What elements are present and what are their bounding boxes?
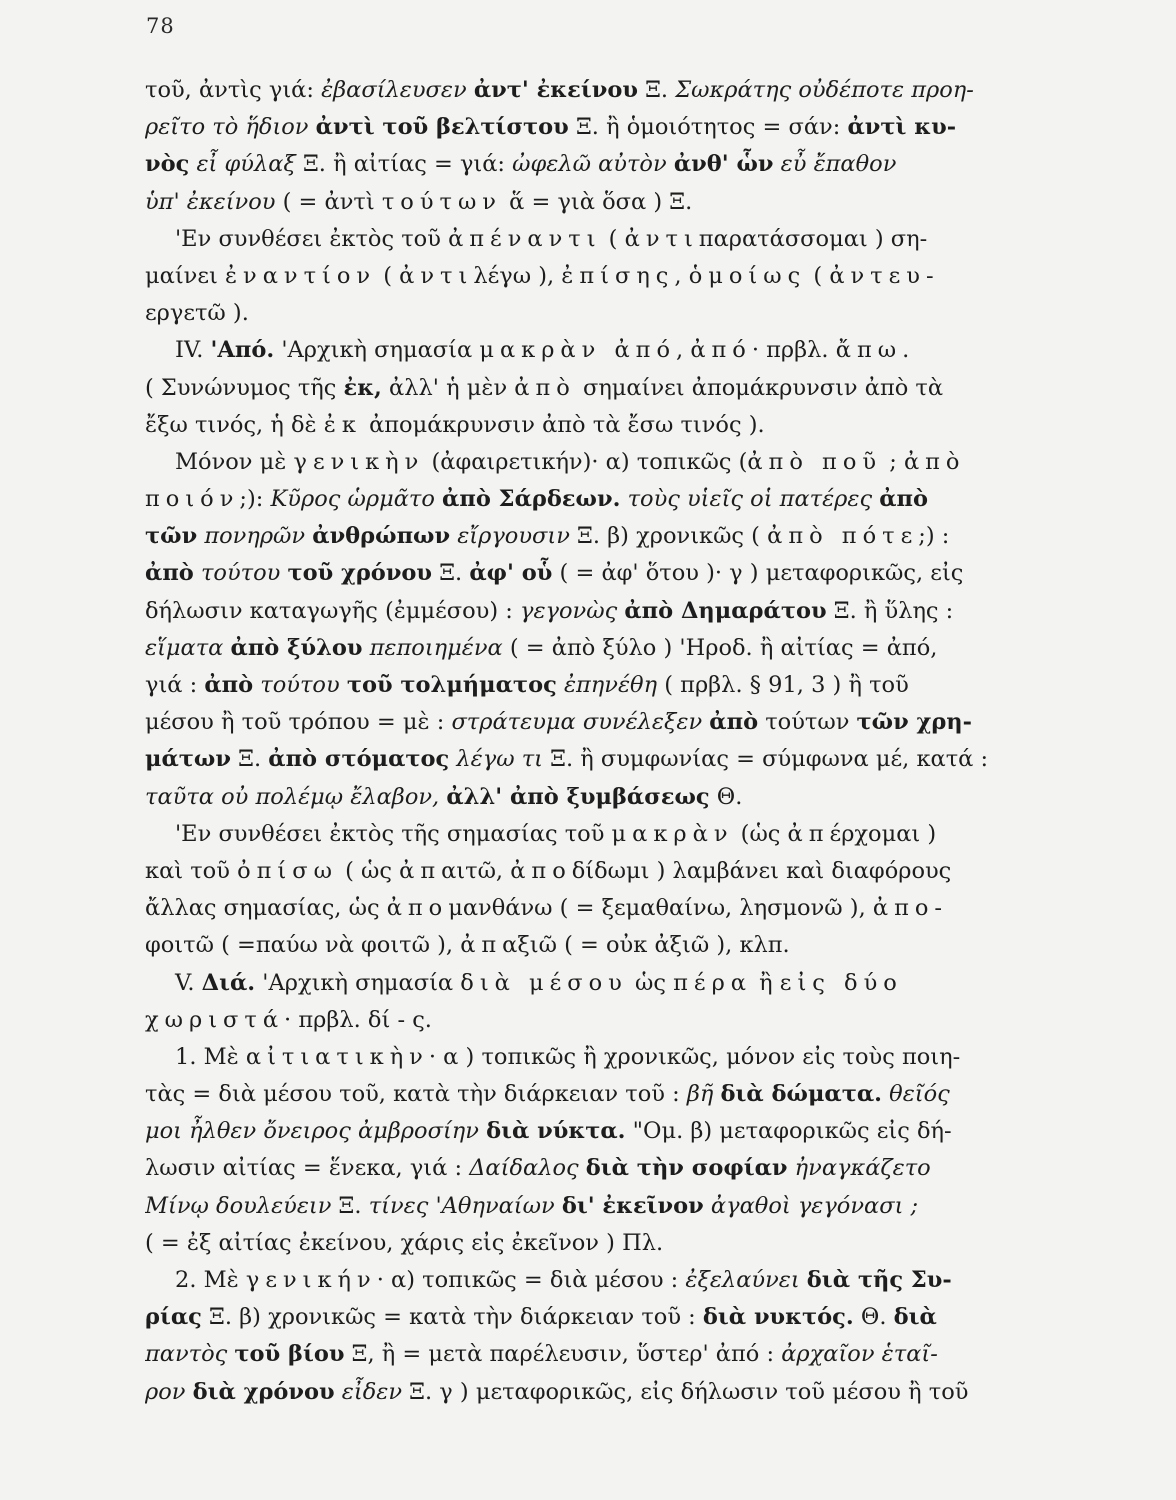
- text-line: [145, 146, 993, 183]
- text-segment: δι' ἐκεῖνον: [561, 1192, 704, 1219]
- text-segment: ἀπ: [460, 932, 503, 959]
- text-segment: (: [601, 225, 625, 252]
- text-line: [145, 1299, 993, 1336]
- text-segment: ἀντὶ τοῦ βελτίστου: [315, 114, 569, 141]
- text-line: [145, 816, 993, 853]
- text-segment: πεποιημένα: [362, 634, 503, 661]
- text-segment: ;: [882, 448, 904, 475]
- text-segment: αἰτιατικὴν: [245, 1043, 429, 1070]
- text-segment: τοὺς υἱεῖς οἱ πατέρες: [620, 486, 880, 513]
- text-line: [145, 258, 993, 295]
- text-segment: τῶν: [145, 523, 198, 550]
- text-line: [145, 518, 993, 555]
- text-segment: διὰ τῆς Συ-: [806, 1267, 952, 1293]
- text-segment: 'Εν συνθέσει ἐκτὸς τῆς σημασίας τοῦ: [175, 820, 612, 847]
- text-segment: Διά.: [201, 969, 256, 996]
- text-segment: ( πρβλ. § 91, 3 ) ἢ τοῦ: [657, 672, 909, 698]
- text-line: [145, 72, 993, 109]
- text-segment: διὰ: [893, 1304, 937, 1331]
- text-line: [145, 370, 993, 407]
- text-segment: 1. Μὲ: [175, 1043, 246, 1070]
- text-segment: μανθάνω ( = ξεμαθαίνω, λησμονῶ ),: [448, 895, 873, 922]
- text-segment: Ξ. γ ) μεταφορικῶς, εἰς δήλωσιν τοῦ μέσου ἢ τοῦ: [402, 1378, 969, 1405]
- text-segment: ἀπό: [690, 337, 752, 364]
- text-segment: Ξ.: [230, 746, 269, 773]
- text-segment: ἐπηνέθη: [556, 672, 658, 698]
- text-segment: · α ) τοπικῶς ἢ χρονικῶς, μόνον εἰς τοὺς ποιη-: [428, 1043, 961, 1070]
- text-segment: ἀπὸ Σάρδεων.: [442, 486, 621, 513]
- text-segment: ἢ: [752, 969, 780, 996]
- text-line: [145, 593, 993, 630]
- text-segment: τούτου: [193, 560, 288, 587]
- text-segment: ἐβασίλευσεν: [321, 77, 474, 103]
- text-segment: ἀπέναντι: [448, 225, 602, 252]
- text-segment: μέσου ἢ τοῦ τρόπου = μὲ :: [145, 709, 452, 736]
- text-segment: διὰ τὴν σοφίαν: [585, 1155, 788, 1182]
- text-segment: διὰ χρόνου: [192, 1378, 335, 1405]
- text-segment: Θ.: [709, 783, 743, 810]
- text-segment: Ξ. ἢ αἰτίας = γιά:: [295, 151, 513, 178]
- text-segment: (: [376, 262, 400, 289]
- text-segment: ἀντι: [399, 262, 474, 289]
- text-segment: ἀπὸ πότε: [767, 523, 919, 550]
- text-line: [145, 295, 993, 332]
- text-segment: τούτων: [381, 188, 502, 215]
- text-segment: ἀνθ' ὧν: [673, 151, 774, 178]
- text-segment: ἀπὸ: [145, 560, 194, 587]
- text-segment: εἶ φύλαξ: [189, 151, 296, 178]
- text-segment: 'Από.: [210, 337, 275, 364]
- text-segment: ;) :: [918, 523, 950, 550]
- text-segment: τούτων: [758, 709, 857, 736]
- text-segment: (ἀφαιρετικήν)· α) τοπικῶς (: [424, 448, 748, 475]
- text-segment: .: [902, 337, 910, 364]
- text-segment: Κῦρος ὡρμᾶτο: [270, 486, 443, 513]
- text-segment: ἔξω τινός, ἡ δὲ: [145, 411, 324, 438]
- text-segment: Ξ. ἢ συμφωνίας = σύμφωνα μέ, κατά :: [542, 746, 989, 773]
- text-segment: ἀπο-: [872, 895, 949, 922]
- text-segment: · α) τοπικῶς = διὰ μέσου :: [376, 1267, 686, 1293]
- text-segment: ἀπὸ: [204, 672, 254, 698]
- text-line: [145, 1076, 993, 1113]
- text-segment: "Ομ. β) μεταφορικῶς εἰς δή-: [625, 1118, 952, 1145]
- text-segment: λέγω τι: [449, 746, 543, 773]
- text-segment: 'Εν συνθέσει ἐκτὸς τοῦ: [175, 225, 449, 252]
- text-segment: μάτων: [145, 746, 231, 773]
- text-segment: λωσιν αἰτίας = ἕνεκα, γιά :: [145, 1155, 470, 1182]
- text-segment: ποιόν: [145, 486, 240, 513]
- text-segment: Δαίδαλος: [469, 1155, 586, 1182]
- text-segment: ἠναγκάζετο: [787, 1155, 931, 1182]
- text-segment: ἀφ' οὗ: [469, 560, 553, 587]
- text-segment: δίδωμι ) λαμβάνει καὶ διαφόρους: [571, 857, 952, 884]
- text-segment: (: [806, 262, 830, 289]
- text-segment: Σωκράτης οὐδέποτε προη-: [675, 77, 974, 103]
- text-segment: μακρὰν: [611, 820, 734, 847]
- text-line: [145, 407, 993, 444]
- page-number: 78: [146, 14, 175, 38]
- text-segment: τοῦ, ἀντὶς γιά:: [145, 77, 322, 103]
- body-text: [145, 72, 993, 1411]
- text-segment: Ξ.: [637, 77, 676, 103]
- text-segment: ἀπο: [510, 857, 572, 884]
- text-segment: χωριστά: [145, 1006, 285, 1033]
- text-segment: ἀπο: [386, 895, 449, 922]
- text-segment: ταῦτα οὐ πολέμῳ ἔλαβον,: [145, 783, 447, 810]
- text-segment: τοῦ βίου: [234, 1341, 345, 1368]
- text-segment: γενικὴν: [293, 448, 425, 475]
- text-segment: σημαίνει ἀπομάκρυνσιν ἀπὸ τὰ: [575, 374, 944, 401]
- text-segment: ρον: [145, 1378, 193, 1405]
- text-segment: πέρα: [673, 969, 752, 996]
- text-segment: ;):: [239, 486, 271, 513]
- text-segment: ἀπὸ ξύλου: [230, 634, 363, 661]
- text-line: [145, 1336, 993, 1373]
- text-segment: ἀπ: [399, 857, 442, 884]
- text-segment: δήλωσιν καταγωγῆς (ἐμμέσου) :: [145, 597, 521, 624]
- text-line: [145, 444, 993, 481]
- text-segment: καὶ τοῦ: [145, 857, 238, 884]
- text-segment: ἀπὸ: [514, 374, 576, 401]
- text-line: [145, 1225, 993, 1262]
- text-segment: ,: [676, 337, 691, 364]
- text-segment: γεγονὼς: [520, 597, 625, 624]
- text-segment: εἶδεν: [334, 1378, 403, 1405]
- text-segment: Ξ. ἢ ὁμοιότητος = σάν:: [568, 114, 848, 141]
- text-segment: έρχομαι ): [829, 820, 937, 847]
- text-segment: ἀρχαῖον ἑταῖ-: [781, 1341, 938, 1368]
- text-segment: εἰς δύο: [779, 969, 903, 996]
- text-segment: ἀπὸ: [879, 486, 929, 513]
- text-segment: 2. Μὲ: [175, 1267, 246, 1293]
- text-line: [145, 1374, 993, 1411]
- text-segment: ὀπίσω: [237, 857, 338, 884]
- text-line: [145, 890, 993, 927]
- text-segment: ( = ἐξ αἰτίας ἐκείνου, χάρις εἰς ἐκεῖνον ) Πλ.: [145, 1229, 664, 1256]
- text-segment: ἀλλ' ἡ μὲν: [381, 374, 515, 401]
- text-segment: ἀντι: [624, 225, 699, 252]
- text-segment: V.: [175, 969, 202, 996]
- text-segment: ἀπὸ ποῦ: [747, 448, 883, 475]
- text-segment: · πρβλ.: [751, 337, 836, 364]
- text-line: [145, 1113, 993, 1150]
- text-segment: πονηρῶν: [197, 523, 313, 550]
- text-segment: Ξ. β) χρονικῶς (: [569, 523, 768, 550]
- text-segment: ( = ἀφ' ὅτου )· γ ) μεταφορικῶς, εἰς: [552, 560, 964, 587]
- text-segment: (ὡς: [733, 820, 788, 847]
- text-segment: διὰ μέσου: [460, 969, 628, 996]
- text-segment: λέγω ),: [473, 262, 562, 289]
- text-segment: ρίας: [145, 1304, 202, 1331]
- text-segment: τοῦ τολμήματος: [346, 672, 557, 698]
- text-segment: ἀλλ' ἀπὸ ξυμβάσεως: [446, 783, 710, 810]
- text-segment: νὸς: [145, 151, 190, 178]
- text-segment: ἀπομάκρυνσιν ἀπὸ τὰ ἔσω τινός ).: [361, 411, 765, 438]
- text-segment: Μίνῳ δουλεύειν: [145, 1192, 332, 1219]
- text-segment: θεῖός: [882, 1081, 950, 1108]
- text-segment: 'Αρχικὴ σημασία: [255, 969, 461, 996]
- text-segment: ἀντευ-: [829, 262, 940, 289]
- text-segment: διὰ νύκτα.: [486, 1118, 626, 1145]
- text-segment: ἐναντίον: [224, 262, 377, 289]
- text-line: [145, 741, 993, 778]
- text-segment: μακρὰν ἀπό: [479, 337, 676, 364]
- text-segment: τοῦ χρόνου: [287, 560, 433, 587]
- text-segment: ὡς: [627, 969, 674, 996]
- text-segment: τίνες 'Αθηναίων: [368, 1192, 562, 1219]
- text-line: [145, 555, 993, 592]
- text-segment: Θ.: [853, 1304, 894, 1331]
- text-line: [145, 1188, 993, 1225]
- text-segment: ἐκ: [323, 411, 362, 438]
- text-segment: τῶν χρη-: [856, 709, 972, 736]
- text-line: [145, 704, 993, 741]
- text-line: [145, 1002, 993, 1039]
- text-segment: στράτευμα συνέλεξεν: [451, 709, 710, 736]
- text-line: [145, 109, 993, 146]
- text-segment: ( Συνώνυμος τῆς: [145, 374, 344, 401]
- text-segment: γενικήν: [245, 1267, 377, 1293]
- text-segment: ἐκ,: [343, 374, 382, 401]
- text-segment: ὑπ' ἐκείνου: [145, 188, 276, 215]
- text-segment: Μόνον μὲ: [175, 448, 294, 475]
- text-segment: IV.: [175, 337, 211, 364]
- text-line: [145, 667, 993, 704]
- text-line: [145, 779, 993, 816]
- text-line: [145, 184, 993, 221]
- text-segment: ἀντὶ κυ-: [847, 114, 957, 141]
- text-segment: ὠφελῶ αὐτὸν: [512, 151, 674, 178]
- text-segment: ( = ἀπὸ ξύλο ) 'Ηροδ. ἢ αἰτίας = ἀπό,: [502, 634, 938, 661]
- text-segment: Ξ. β) χρονικῶς = κατὰ τὴν διάρκειαν τοῦ :: [201, 1304, 703, 1331]
- text-segment: ἀπὸ Δημαράτου: [624, 597, 827, 624]
- text-segment: εὖ ἔπαθον: [773, 151, 897, 178]
- text-segment: γιά :: [145, 672, 205, 698]
- text-segment: ἀπ: [787, 820, 830, 847]
- text-segment: ρεῖτο τὸ ἥδιον: [145, 114, 316, 141]
- text-line: [145, 481, 993, 518]
- text-segment: τούτου: [253, 672, 347, 698]
- text-segment: 'Αρχικὴ σημασία: [274, 337, 480, 364]
- text-line: [145, 1039, 993, 1076]
- text-line: [145, 927, 993, 964]
- text-line: [145, 1262, 993, 1299]
- text-segment: ἀπὸ: [903, 448, 966, 475]
- text-segment: ( ὡς: [337, 857, 400, 884]
- text-segment: ἀπὸ: [709, 709, 759, 736]
- text-segment: εἵματα: [145, 634, 231, 661]
- text-line: [145, 965, 993, 1002]
- text-segment: ὁμοίως: [688, 262, 807, 289]
- text-segment: παρατάσσομαι ) ση-: [698, 225, 928, 252]
- text-segment: ἅ = γιὰ ὅσα ) Ξ.: [501, 188, 693, 215]
- text-segment: ἀντ' ἐκείνου: [473, 77, 638, 103]
- text-segment: ἀγαθοὶ γεγόνασι ;: [703, 1192, 919, 1219]
- text-segment: ἀπὸ στόματος: [268, 746, 450, 773]
- text-segment: μοι ἦλθεν ὄνειρος ἀμβροσίην: [145, 1118, 487, 1145]
- text-segment: αιτῶ,: [441, 857, 511, 884]
- text-segment: τὰς = διὰ μέσου τοῦ, κατὰ τὴν διάρκειαν τοῦ :: [145, 1081, 687, 1108]
- text-segment: εἴργουσιν: [450, 523, 570, 550]
- text-segment: φοιτῶ ( =παύω νὰ φοιτῶ ),: [145, 932, 461, 959]
- text-line: [145, 1150, 993, 1187]
- text-segment: ,: [674, 262, 689, 289]
- text-segment: Ξ.: [432, 560, 470, 587]
- text-segment: ἐπίσης: [561, 262, 675, 289]
- text-segment: Ξ. ἢ ὕλης :: [826, 597, 954, 624]
- text-segment: · πρβλ. δί - ς.: [284, 1006, 432, 1033]
- text-segment: ἐξελαύνει: [685, 1267, 807, 1293]
- text-line: [145, 853, 993, 890]
- text-segment: ( = ἀντὶ: [275, 188, 382, 215]
- text-segment: μαίνει: [145, 262, 225, 289]
- text-segment: ἄπω: [835, 337, 903, 364]
- text-segment: αξιῶ ( = οὐκ ἀξιῶ ), κλπ.: [502, 932, 790, 959]
- text-segment: Ξ, ἢ = μετὰ παρέλευσιν, ὕστερ' ἀπό :: [344, 1341, 782, 1368]
- text-segment: διὰ νυκτός.: [702, 1304, 854, 1331]
- text-segment: παντὸς: [145, 1341, 235, 1368]
- text-segment: βῆ: [686, 1081, 721, 1108]
- text-segment: ἀνθρώπων: [312, 523, 451, 550]
- text-segment: διὰ δώματα.: [720, 1081, 883, 1108]
- text-line: [145, 332, 993, 369]
- text-segment: εργετῶ ).: [145, 300, 249, 327]
- text-segment: Ξ.: [331, 1192, 369, 1219]
- text-segment: ἄλλας σημασίας, ὡς: [145, 895, 387, 922]
- text-line: [145, 630, 993, 667]
- text-line: [145, 221, 993, 258]
